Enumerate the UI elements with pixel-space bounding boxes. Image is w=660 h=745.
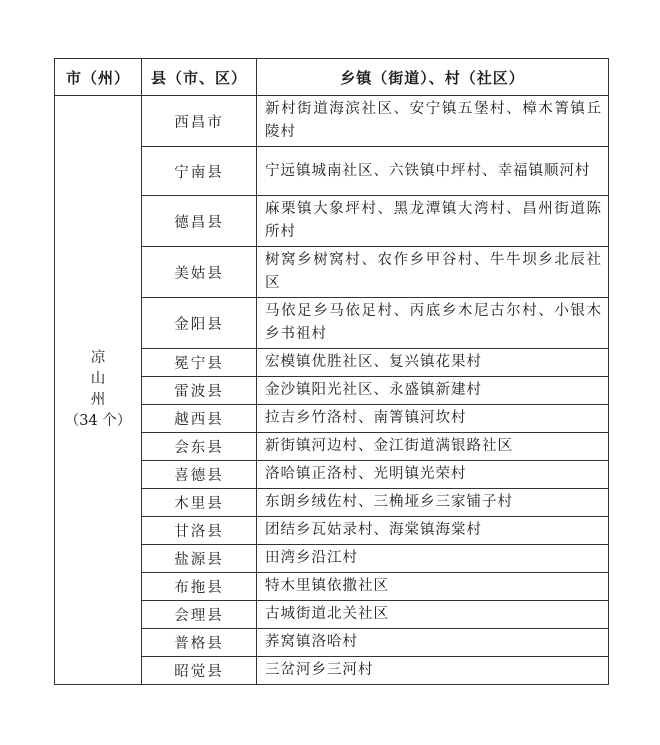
places-cell: 特木里镇依撒社区	[257, 573, 609, 601]
places-cell: 新村街道海滨社区、安宁镇五堡村、樟木箐镇丘陵村	[257, 96, 609, 147]
county-cell: 会理县	[142, 601, 257, 629]
header-city: 市（州）	[55, 59, 142, 96]
county-cell: 普格县	[142, 629, 257, 657]
places-cell: 三岔河乡三河村	[257, 657, 609, 685]
places-cell: 树窝乡树窝村、农作乡甲谷村、牛牛坝乡北辰社区	[257, 247, 609, 298]
places-cell: 宏模镇优胜社区、复兴镇花果村	[257, 349, 609, 377]
city-cell	[55, 96, 142, 685]
header-row	[55, 59, 609, 96]
places-cell: 麻栗镇大象坪村、黑龙潭镇大湾村、昌州街道陈所村	[257, 196, 609, 247]
county-cell: 布拖县	[142, 573, 257, 601]
header-places: 乡镇（街道）、村（社区）	[257, 59, 609, 96]
city-count: （34 个）	[64, 413, 132, 429]
county-cell: 金阳县	[142, 298, 257, 349]
county-cell: 宁南县	[142, 147, 257, 196]
county-cell: 昭觉县	[142, 657, 257, 685]
county-cell: 德昌县	[142, 196, 257, 247]
places-cell: 古城街道北关社区	[257, 601, 609, 629]
county-cell: 西昌市	[142, 96, 257, 147]
places-cell: 宁远镇城南社区、六铁镇中坪村、幸福镇顺河村	[257, 147, 609, 196]
county-cell: 喜德县	[142, 461, 257, 489]
places-cell: 新街镇河边村、金江街道满银路社区	[257, 433, 609, 461]
county-cell: 越西县	[142, 405, 257, 433]
city-name-char: 山	[90, 371, 106, 387]
places-cell: 东朗乡绒佐村、三桷垭乡三家铺子村	[257, 489, 609, 517]
county-cell: 雷波县	[142, 377, 257, 405]
county-cell: 冕宁县	[142, 349, 257, 377]
places-cell: 金沙镇阳光社区、永盛镇新建村	[257, 377, 609, 405]
places-cell: 荞窝镇洛哈村	[257, 629, 609, 657]
county-cell: 木里县	[142, 489, 257, 517]
places-cell: 田湾乡沿江村	[257, 545, 609, 573]
county-cell: 会东县	[142, 433, 257, 461]
village-list-table	[54, 58, 609, 685]
county-cell: 美姑县	[142, 247, 257, 298]
places-cell: 洛哈镇正洛村、光明镇光荣村	[257, 461, 609, 489]
places-cell: 马依足乡马依足村、丙底乡木尼古尔村、小银木乡书祖村	[257, 298, 609, 349]
county-cell: 盐源县	[142, 545, 257, 573]
header-county: 县（市、区）	[142, 59, 257, 96]
table-row	[55, 96, 609, 147]
places-cell: 团结乡瓦姑录村、海棠镇海棠村	[257, 517, 609, 545]
places-cell: 拉吉乡竹洛村、南箐镇河坎村	[257, 405, 609, 433]
city-name-char: 凉	[90, 350, 106, 366]
county-cell: 甘洛县	[142, 517, 257, 545]
city-name-char: 州	[90, 392, 106, 408]
